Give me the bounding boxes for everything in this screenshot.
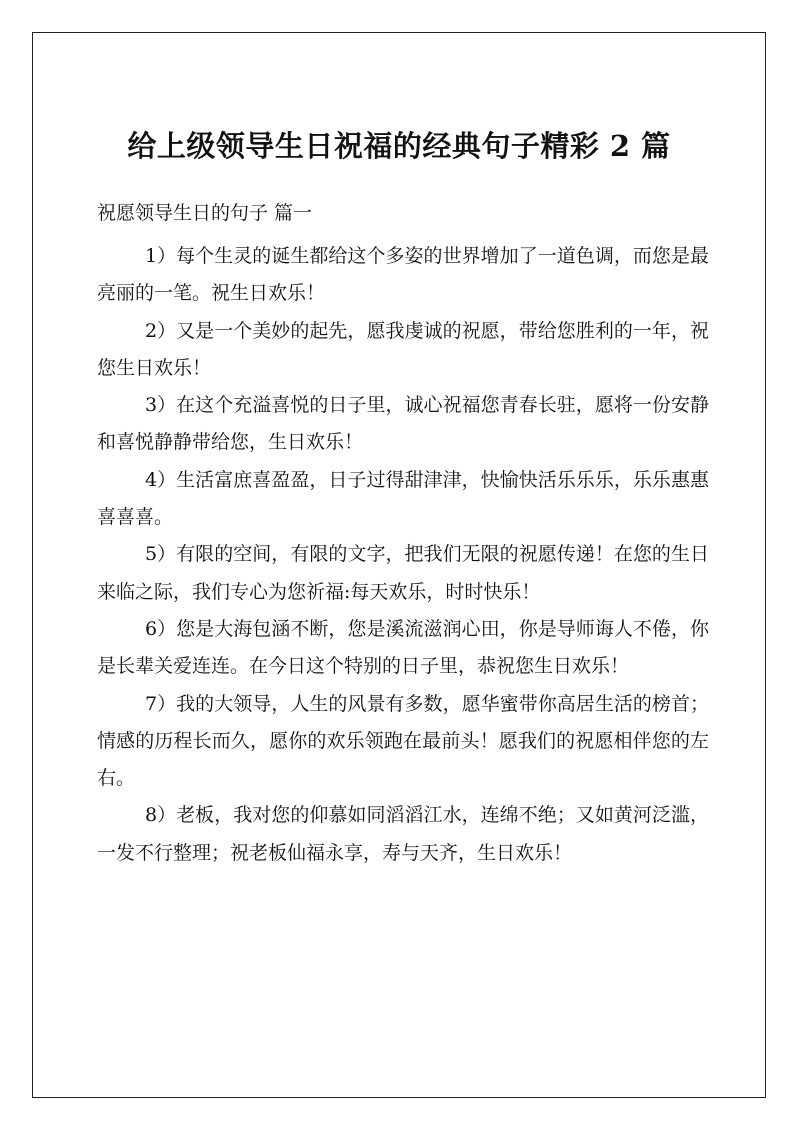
wish-item-1: 1）每个生灵的诞生都给这个多姿的世界增加了一道色调，而您是最亮丽的一笔。祝生日欢乐！ (97, 245, 709, 305)
document-title: 给上级领导生日祝福的经典句子精彩 2 篇 (127, 129, 671, 163)
wish-item-4: 4）生活富庶喜盈盈，日子过得甜津津，快愉快活乐乐乐，乐乐惠惠喜喜喜。 (97, 468, 709, 529)
wish-list (97, 238, 709, 872)
wish-item-2: 2）又是一个美妙的起先，愿我虔诚的祝愿，带给您胜利的一年，祝您生日欢乐！ (97, 319, 709, 379)
wish-item-6: 6）您是大海包涵不断，您是溪流滋润心田，你是导师诲人不倦，你是长辈关爱连连。在今日这个特别的日子里，恭祝您生日欢乐！ (97, 617, 709, 678)
wish-item-8: 8）老板，我对您的仰慕如同滔滔江水，连绵不绝；又如黄河泛滥，一发不行整理；祝老板仙福永享，寿与天齐，生日欢乐！ (97, 804, 709, 864)
wish-item-7: 7）我的大领导，人生的风景有多数，愿华蜜带你高居生活的榜首；情感的历程长而久，愿你的欢乐领跑在最前头！愿我们的祝愿相伴您的左右。 (97, 692, 709, 790)
section-heading: 祝愿领导生日的句子 篇一 (97, 202, 313, 224)
wish-item-5: 5）有限的空间，有限的文字，把我们无限的祝愿传递！在您的生日来临之际，我们专心为您祈福:每天欢乐，时时快乐！ (97, 543, 709, 603)
wish-item-3: 3）在这个充溢喜悦的日子里，诚心祝福您青春长驻，愿将一份安静和喜悦静静带给您，生日欢乐！ (97, 394, 709, 454)
